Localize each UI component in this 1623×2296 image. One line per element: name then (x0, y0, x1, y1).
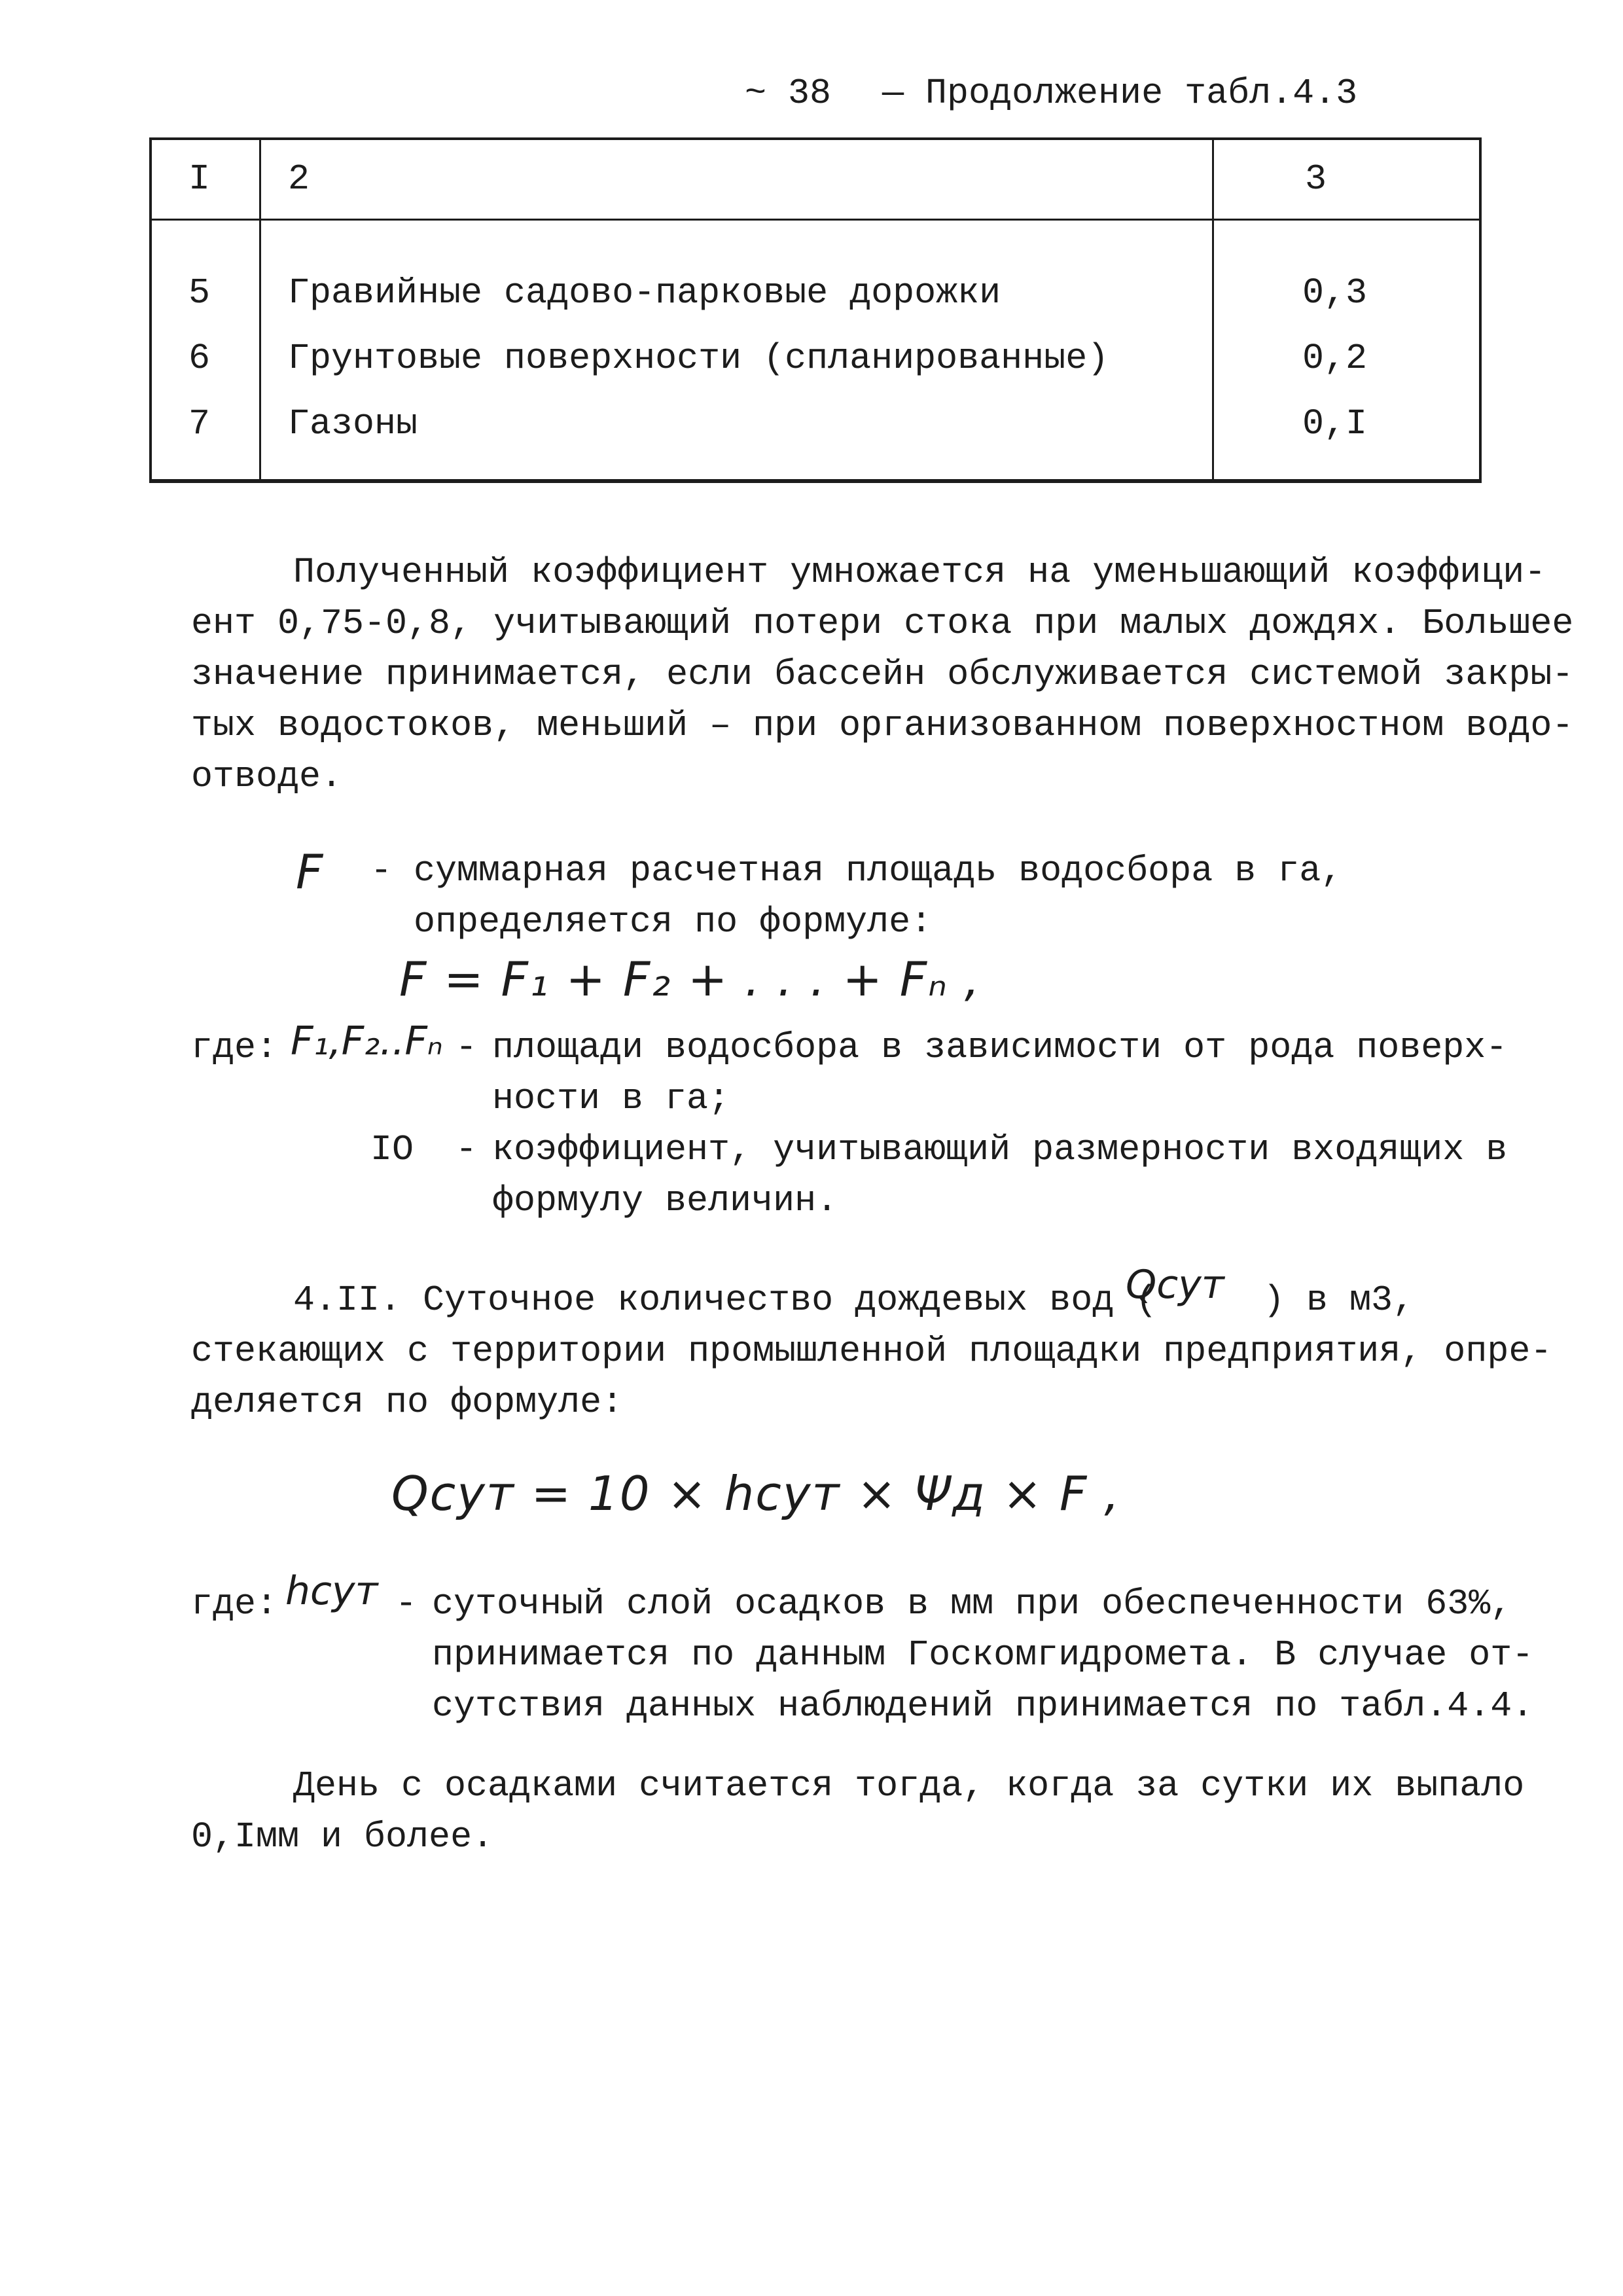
section-4-11-text: деляется по формуле: (191, 1382, 624, 1423)
paragraph-line: значение принимается, если бассейн обслуживается системой закры- (191, 654, 1574, 695)
coefficient-table (149, 137, 1482, 483)
page-number: ~ 38 (745, 73, 832, 114)
row-number: 5 (188, 272, 211, 314)
definition-text: ности в га; (492, 1078, 730, 1119)
paragraph-line: ент 0,75-0,8, учитывающий потери стока при малых дождях. Большее (191, 603, 1574, 644)
section-4-11-text: стекающих с территории промышленной площадки предприятия, опре- (191, 1331, 1552, 1372)
row-surface-name: Гравийные садово-парковые дорожки (288, 272, 1001, 314)
row-coefficient: 0,2 (1302, 338, 1368, 379)
definition-dash: - (395, 1583, 418, 1624)
column-header: I (188, 158, 211, 200)
symbol-q-sut: Qсут (1126, 1262, 1224, 1308)
definition-text: сутствия данных наблюдений принимается по табл.4.4. (432, 1685, 1534, 1727)
definition-dash: - (370, 850, 393, 891)
area-sum-formula: F = F₁ + F₂ + . . . + Fₙ , (399, 952, 981, 1007)
where-label: где: (191, 1027, 278, 1068)
table-header-divider (152, 219, 1479, 221)
section-4-11-text: ) в м3, (1263, 1280, 1415, 1321)
table-divider (1212, 140, 1214, 479)
row-coefficient: 0,3 (1302, 272, 1368, 314)
daily-volume-formula: Qсут = 10 × hсут × Ψд × F , (391, 1466, 1121, 1521)
row-surface-name: Грунтовые поверхности (спланированные) (288, 338, 1109, 379)
table-divider (259, 140, 261, 479)
column-header: 3 (1305, 158, 1327, 200)
definition-dash: - (455, 1129, 478, 1170)
column-header: 2 (288, 158, 310, 200)
definition-dash: - (455, 1027, 478, 1068)
symbol-h-sut: hсут (285, 1568, 378, 1614)
paragraph-line: 0,Iмм и более. (191, 1816, 494, 1857)
table-continuation-caption: — Продолжение табл.4.3 (882, 73, 1358, 114)
definition-text: суммарная расчетная площадь водосбора в га, (414, 850, 1343, 891)
definition-text: коэффициент, учитывающий размерности входящих в (492, 1129, 1508, 1170)
paragraph-line: отводе. (191, 756, 343, 797)
row-number: 7 (188, 403, 211, 444)
paragraph-line: День с осадками считается тогда, когда за сутки их выпало (293, 1765, 1525, 1806)
definition-text: суточный слой осадков в мм при обеспеченности 63%, (432, 1583, 1512, 1624)
definition-text: принимается по данным Госкомгидромета. В случае от- (432, 1634, 1534, 1676)
section-4-11-text: 4.II. Суточное количество дождевых вод ( (293, 1280, 1158, 1321)
definition-text: площади водосбора в зависимости от рода поверх- (492, 1027, 1508, 1068)
paragraph-line: Полученный коэффициент умножается на уменьшающий коэффици- (293, 552, 1546, 593)
row-number: 6 (188, 338, 211, 379)
row-surface-name: Газоны (288, 403, 418, 444)
paragraph-line: тых водостоков, меньший – при организованном поверхностном водо- (191, 705, 1574, 746)
definition-text: формулу величин. (492, 1180, 838, 1221)
definition-text: определяется по формуле: (414, 901, 933, 942)
symbol-f-list: F₁,F₂..Fₙ (291, 1018, 443, 1064)
symbol-f: F (296, 844, 325, 899)
symbol-io: IO (370, 1129, 414, 1170)
row-coefficient: 0,I (1302, 403, 1368, 444)
where-label: где: (191, 1583, 278, 1624)
